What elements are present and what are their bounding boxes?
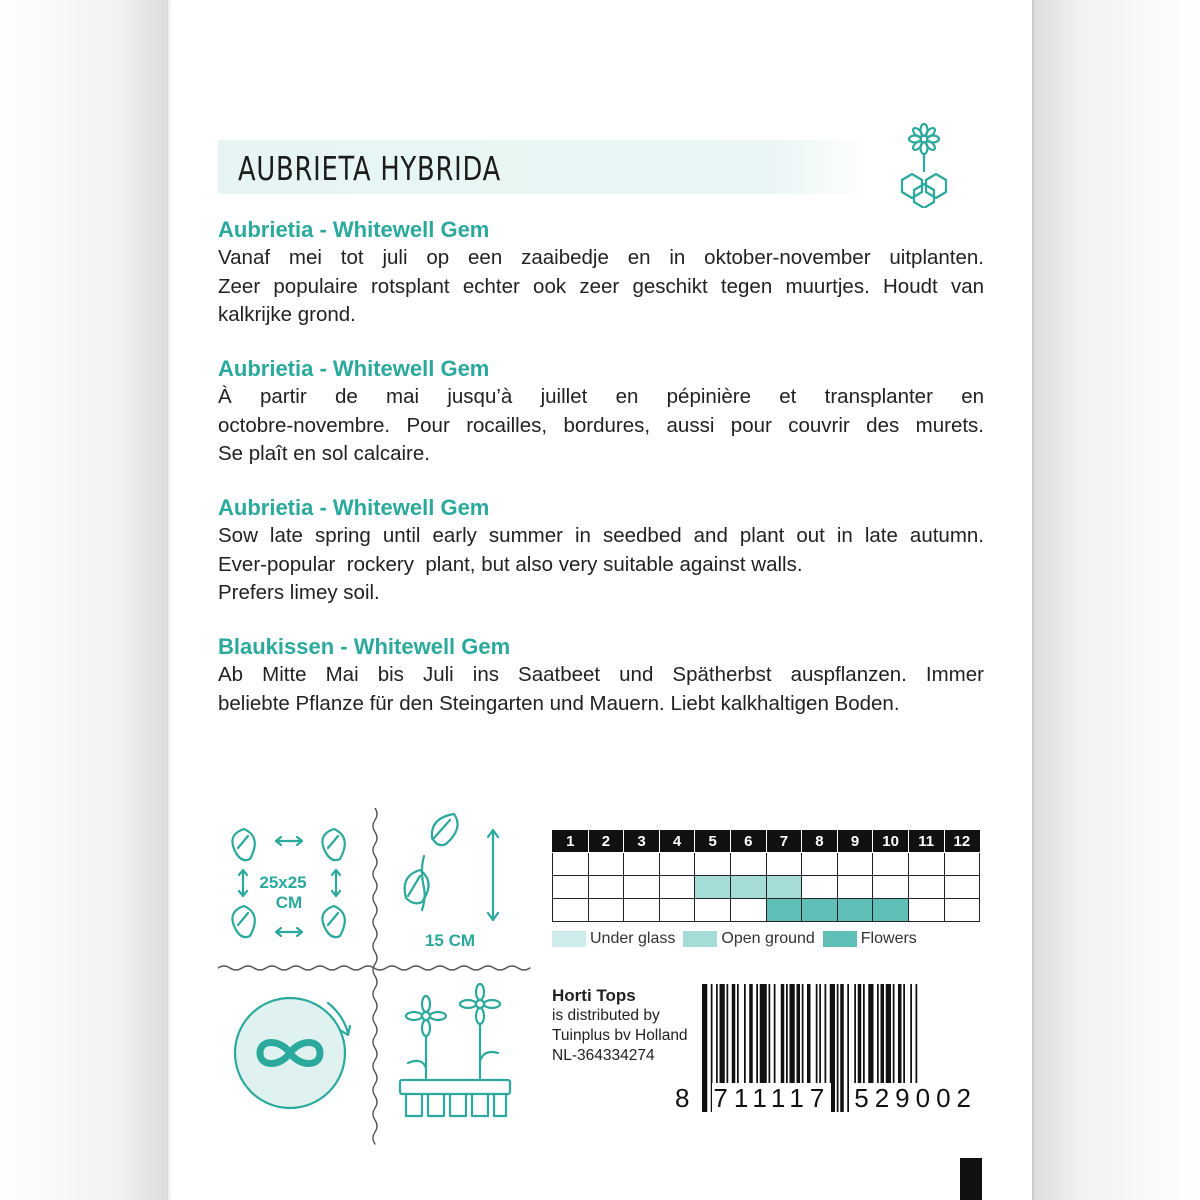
barcode-first-digit: 8 xyxy=(675,1083,690,1113)
calendar-cell xyxy=(944,853,980,876)
calendar-row-flowers xyxy=(553,899,980,922)
calendar-cell xyxy=(553,853,589,876)
section-body xyxy=(218,244,984,330)
calendar-cell xyxy=(873,899,909,922)
calendar-cell xyxy=(837,853,873,876)
calendar-cell xyxy=(766,876,802,899)
calendar-cell xyxy=(588,899,624,922)
spacing-label-2: CM xyxy=(275,893,303,912)
legend-flowers xyxy=(823,930,917,948)
month-header-row xyxy=(553,831,980,853)
month-label: 2 xyxy=(588,831,624,853)
calendar-cell xyxy=(873,876,909,899)
body-line: Se plaît en sol calcaire. xyxy=(218,442,430,465)
calendar-cell xyxy=(730,876,766,899)
calendar-cell xyxy=(659,899,695,922)
calendar-cell xyxy=(873,853,909,876)
seedling-tray-icon xyxy=(400,984,510,1116)
barcode-number xyxy=(675,1083,978,1114)
calendar-cell xyxy=(944,876,980,899)
page-edge-right xyxy=(1032,0,1200,1200)
calendar-row-open-ground xyxy=(553,876,980,899)
calendar-cell xyxy=(624,876,660,899)
month-label: 6 xyxy=(730,831,766,853)
calendar-cell xyxy=(730,899,766,922)
month-label: 10 xyxy=(873,831,909,853)
section-title: Aubrietia - Whitewell Gem xyxy=(218,495,490,520)
calendar-cell xyxy=(766,853,802,876)
month-label: 9 xyxy=(837,831,873,853)
calendar-cell xyxy=(553,876,589,899)
calendar-cell xyxy=(695,853,731,876)
calendar-cell xyxy=(802,899,838,922)
calendar-cell xyxy=(766,899,802,922)
body-line: beliebte Pflanze für den Steingarten und Mauern. Liebt kalkhaltigen Boden. xyxy=(218,691,900,715)
calendar-cell xyxy=(837,899,873,922)
calendar-cell xyxy=(908,853,944,876)
legend-label: Under glass xyxy=(590,930,676,947)
calendar-cell xyxy=(624,899,660,922)
calendar-cell xyxy=(624,853,660,876)
calendar-cell xyxy=(659,853,695,876)
month-label: 5 xyxy=(695,831,731,853)
body-line: Zeer populaire rotsplant echter ook zeer geschikt tegen muurtjes. Houdt van xyxy=(218,274,984,298)
swatch-open-ground xyxy=(683,931,717,947)
calendar-cell xyxy=(695,899,731,922)
section-dutch xyxy=(218,216,984,330)
month-label: 11 xyxy=(908,831,944,853)
month-label: 4 xyxy=(659,831,695,853)
calendar-cell xyxy=(908,876,944,899)
barcode-left-group: 711117 xyxy=(713,1083,831,1113)
calendar-cell xyxy=(588,876,624,899)
section-title: Blaukissen - Whitewell Gem xyxy=(218,634,511,659)
body-line: Ab Mitte Mai bis Juli ins Saatbeet und Spätherbst auspflanzen. Immer xyxy=(218,663,984,686)
calendar-row-under-glass xyxy=(553,853,980,876)
section-english xyxy=(218,494,984,608)
swatch-under-glass xyxy=(552,931,586,947)
month-label: 8 xyxy=(802,831,838,853)
body-line: Vanaf mei tot juli op een zaaibedje en in oktober-november uitplanten. xyxy=(218,246,984,269)
calendar-cell xyxy=(553,899,589,922)
body-line: Sow late spring until early summer in seedbed and plant out in late autumn. xyxy=(218,524,984,547)
body-line: Ever-popular rockery plant, but also very suitable against walls. xyxy=(218,552,803,576)
section-french xyxy=(218,355,984,469)
month-label: 7 xyxy=(766,831,802,853)
distributor-info xyxy=(552,986,688,1066)
seed-packet-back xyxy=(170,0,1032,1200)
brand-name: Horti Tops xyxy=(552,986,636,1005)
section-german xyxy=(218,633,984,718)
calendar-cell xyxy=(944,899,980,922)
section-body xyxy=(218,661,984,718)
body-line: Prefers limey soil. xyxy=(218,581,380,604)
height-label: 15 CM xyxy=(424,931,476,950)
calendar-legend xyxy=(552,930,917,948)
body-line: octobre-novembre. Pour rocailles, bordures, aussi pour couvrir des murets. xyxy=(218,413,984,437)
corner-mark xyxy=(960,1158,982,1200)
icon-grid xyxy=(218,808,538,1148)
spacing-label-1: 25x25 xyxy=(259,873,307,892)
distributor-line: Tuinplus bv Holland xyxy=(552,1027,688,1044)
species-banner xyxy=(218,140,868,194)
distributor-line: NL-364334274 xyxy=(552,1047,655,1064)
month-label: 1 xyxy=(553,831,589,853)
section-body xyxy=(218,522,984,608)
height-icon xyxy=(405,814,498,920)
sowing-calendar xyxy=(552,830,980,922)
section-title: Aubrietia - Whitewell Gem xyxy=(218,356,490,381)
month-label: 12 xyxy=(944,831,980,853)
calendar-cell xyxy=(908,899,944,922)
calendar-cell xyxy=(802,853,838,876)
legend-under-glass xyxy=(552,930,675,948)
month-label: 3 xyxy=(624,831,660,853)
section-body xyxy=(218,383,984,469)
legend-label: Flowers xyxy=(860,930,917,947)
calendar-cell xyxy=(730,853,766,876)
calendar-cell xyxy=(588,853,624,876)
page-edge-left xyxy=(0,0,168,1200)
barcode-right-group: 529002 xyxy=(854,1083,977,1113)
swatch-flowers xyxy=(823,931,857,947)
legend-label: Open ground xyxy=(721,930,815,947)
calendar-cell xyxy=(695,876,731,899)
infinity-icon xyxy=(235,998,350,1108)
legend-open-ground xyxy=(683,930,814,948)
distributor-line: is distributed by xyxy=(552,1007,660,1024)
species-name: AUBRIETA HYBRIDA xyxy=(238,149,502,188)
body-line: kalkrijke grond. xyxy=(218,303,356,326)
calendar-cell xyxy=(659,876,695,899)
calendar-cell xyxy=(837,876,873,899)
calendar-cell xyxy=(802,876,838,899)
body-line: À partir de mai jusqu’à juillet en pépinière et transplanter en xyxy=(218,385,984,408)
flower-pot-icon xyxy=(888,122,960,208)
section-title: Aubrietia - Whitewell Gem xyxy=(218,217,490,242)
